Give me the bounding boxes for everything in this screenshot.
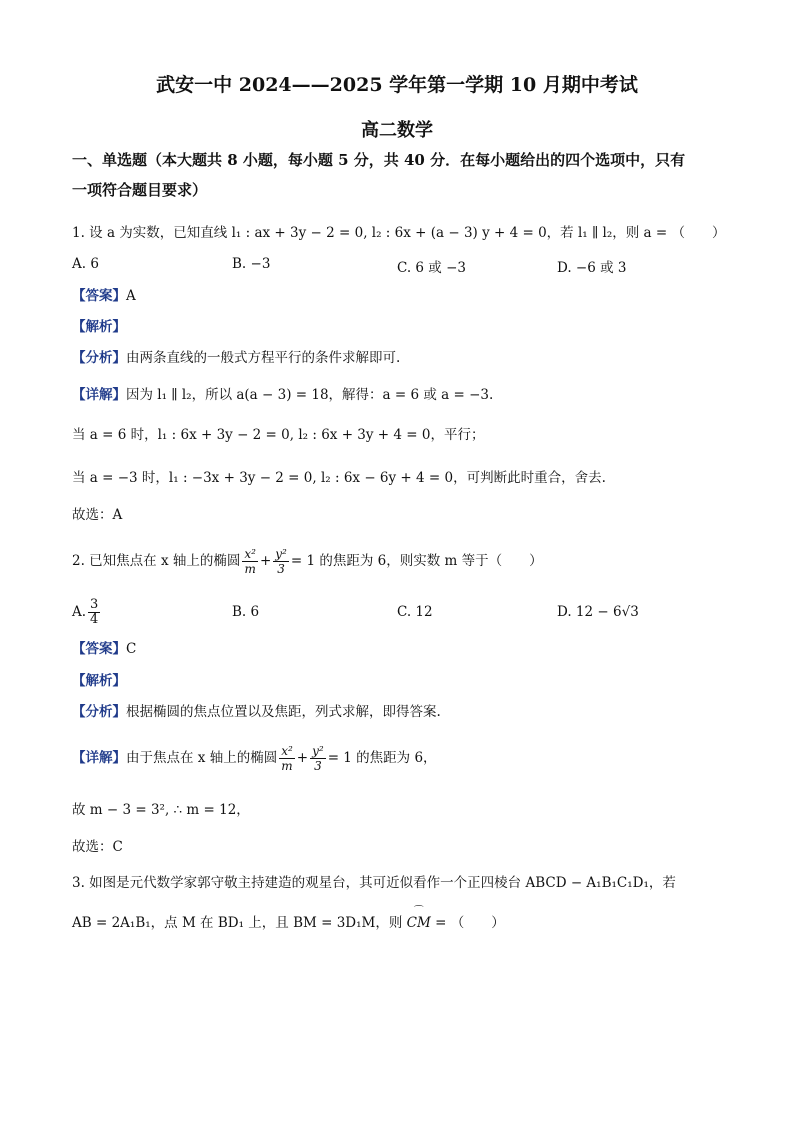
q2-option-b: B. 6 bbox=[232, 604, 260, 620]
q1-xiangjie: 因为 l₁ ∥ l₂，所以 a(a − 3) = 18，解得：a = 6 或 a = −3. bbox=[126, 387, 494, 403]
q2-derivation: 故 m − 3 = 3², ∴ m = 12， bbox=[72, 802, 250, 818]
q1-option-d: D. −6 或 3 bbox=[557, 260, 627, 276]
q2-conclusion: 故选：C bbox=[72, 839, 123, 855]
q2-jiexi-tag: 【解析】 bbox=[72, 673, 126, 689]
q2-frac2-num: y² bbox=[275, 547, 287, 561]
q1-option-a: A. 6 bbox=[72, 256, 99, 272]
section-heading-line1: 一、单选题（本大题共 8 小题，每小题 5 分，共 40 分．在每小题给出的四个选项中，只有 bbox=[72, 151, 686, 169]
q2-fenxi-tag: 【分析】 bbox=[72, 704, 126, 720]
q3-stem-line2-before: AB = 2A₁B₁，点 M 在 BD₁ 上，且 BM = 3D₁M，则 bbox=[72, 915, 407, 931]
q2-option-a bbox=[72, 594, 102, 630]
q2-xiangjie-tag: 【详解】 bbox=[72, 750, 126, 766]
q3-vector-cm: ⌒ CM bbox=[407, 914, 431, 932]
q2-option-d: D. 12 − 6√3 bbox=[557, 604, 639, 620]
q1-answer-tag: 【答案】 bbox=[72, 288, 126, 304]
exam-title: 武安一中 2024——2025 学年第一学期 10 月期中考试 bbox=[156, 74, 638, 96]
q1-option-c: C. 6 或 −3 bbox=[397, 260, 467, 276]
q2-stem-after: = 1 的焦距为 6，则实数 m 等于（ ） bbox=[290, 553, 543, 569]
q1-conclusion: 故选：A bbox=[72, 507, 123, 523]
q1-case-a6: 当 a = 6 时，l₁ : 6x + 3y − 2 = 0, l₂ : 6x + 3y + 4 = 0，平行； bbox=[72, 427, 485, 443]
q2-fraction-x bbox=[242, 547, 258, 576]
q2-frac1-num: x² bbox=[244, 547, 256, 561]
q3-stem-line2 bbox=[72, 914, 505, 932]
q1-jiexi-tag: 【解析】 bbox=[72, 319, 126, 335]
q2-answer-tag: 【答案】 bbox=[72, 641, 126, 657]
q1-fenxi: 由两条直线的一般式方程平行的条件求解即可. bbox=[126, 350, 401, 366]
q2-answer: C bbox=[126, 641, 137, 657]
section-heading-line2: 一项符合题目要求） bbox=[72, 181, 208, 199]
q1-xiangjie-tag: 【详解】 bbox=[72, 387, 126, 403]
q1-case-a-neg3: 当 a = −3 时，l₁ : −3x + 3y − 2 = 0, l₂ : 6x − 6y + 4 = 0，可判断此时重合，舍去. bbox=[72, 470, 606, 486]
q2-xiangjie-before: 由于焦点在 x 轴上的椭圆 bbox=[126, 750, 278, 766]
q2-xj-plus: + bbox=[296, 750, 309, 766]
q2-stem-before: 2. 已知焦点在 x 轴上的椭圆 bbox=[72, 553, 241, 569]
q2-xiangjie-fraction-y bbox=[310, 744, 326, 773]
q3-stem-line1: 3. 如图是元代数学家郭守敬主持建造的观星台，其可近似看作一个正四棱台 ABCD − A₁B₁C₁D₁，若 bbox=[72, 875, 676, 891]
q2-option-c: C. 12 bbox=[397, 604, 433, 620]
q1-fenxi-line bbox=[72, 349, 400, 367]
q2-option-a-fraction bbox=[88, 598, 100, 627]
q1-xiangjie-line bbox=[72, 386, 493, 404]
q2-fenxi-line bbox=[72, 703, 441, 721]
q2-xiangjie-after: = 1 的焦距为 6， bbox=[327, 750, 437, 766]
q2-xj-frac1-den: m bbox=[281, 759, 293, 773]
q3-stem-line2-after: = （ ） bbox=[430, 915, 505, 931]
q2-frac2-den: 3 bbox=[277, 562, 285, 576]
q1-answer-line bbox=[72, 287, 136, 305]
q1-fenxi-tag: 【分析】 bbox=[72, 350, 126, 366]
q2-option-a-label: A. bbox=[72, 604, 87, 620]
q2-plus: + bbox=[259, 553, 272, 569]
q2-option-a-num: 3 bbox=[90, 597, 99, 612]
q2-fraction-y bbox=[273, 547, 289, 576]
q1-answer: A bbox=[126, 288, 136, 304]
q2-xj-frac2-den: 3 bbox=[314, 759, 322, 773]
q2-answer-line bbox=[72, 640, 136, 658]
q2-stem bbox=[72, 543, 543, 579]
q2-frac1-den: m bbox=[244, 562, 256, 576]
q1-stem: 1. 设 a 为实数，已知直线 l₁ : ax + 3y − 2 = 0, l₂ : 6x + (a − 3) y + 4 = 0，若 l₁ ∥ l₂，则 a = （ ） bbox=[72, 225, 726, 241]
q2-fenxi: 根据椭圆的焦点位置以及焦距，列式求解，即得答案. bbox=[126, 704, 441, 720]
q2-option-a-den: 4 bbox=[90, 612, 99, 627]
q2-xj-frac1-num: x² bbox=[281, 744, 293, 758]
exam-subtitle: 高二数学 bbox=[361, 120, 433, 141]
q2-xj-frac2-num: y² bbox=[312, 744, 324, 758]
q2-xiangjie-line bbox=[72, 740, 437, 776]
q2-xiangjie-fraction-x bbox=[279, 744, 295, 773]
q1-option-b: B. −3 bbox=[232, 256, 271, 272]
